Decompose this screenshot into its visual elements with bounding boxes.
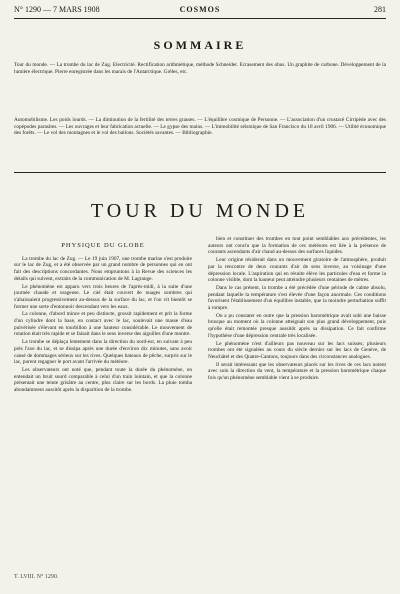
summary-block-2: Automobilisme. Les poids lourds. — La diminution de la fertilité des terres grasses. — L'équilibre cosmique de Personne. — L'association d'un crustacé Cirripède avec des copépodes parasites. — Les ouvrages et leur fabrication actuelle. — Le gypse des mains. — L'immobilité séismique de San Francisco du 18 avril 1906. — Utilité économique des forêts. — Le vol des montagnes et le vol des ballons. Sociétés savantes. — Bibliographie.: [14, 117, 386, 137]
article-paragraph: Dans le cas présent, la trombe a été précédée d'une période de calme absolu, pendant laquelle la température s'est élevée d'une façon anormale. Ces conditions favorisent l'établissement d'un équilibre instable, que la moindre perturbation suffit à rompre.: [208, 284, 386, 312]
left-column: [14, 243, 192, 565]
article-paragraph: bien et constituer des trombes en tout point semblables aux précédentes, les auteurs ont conclu que la formation de ces météores est liée à la présence de courants ascendants d'air chaud au-dessus des surfaces liquides.: [208, 236, 386, 256]
summary-block-1: Tour du monde. — La trombe du lac de Zug. Electricité. Rectification arithmétique, méthode Schneider. Ecrasement des obus. Un graphite de carbone. Développement de la lumière électrique. Pierre enregistrée dans les marais de l'Antarctique. Grêles, etc.: [14, 62, 386, 75]
article-paragraph: On a pu constater en outre que la pression barométrique avait subi une baisse brusque au moment où la colonne atteignait son plus grand développement, puis qu'elle était remontée presque aussitôt après sa dissipation. Ce fait confirme l'hypothèse d'une dépression centrale très localisée.: [208, 312, 386, 339]
sommaire-heading: SOMMAIRE: [153, 38, 247, 52]
journal-title: COSMOS: [179, 5, 221, 14]
running-head: [14, 4, 386, 16]
right-paragraphs: [208, 236, 386, 382]
footer-note: T. LVIII. N° 1290.: [14, 574, 59, 580]
subheading: PHYSIQUE DU GLOBE: [61, 243, 145, 249]
right-column: [208, 236, 386, 565]
issue-number: N° 1290 — 7 MARS 1908: [14, 5, 100, 14]
article-paragraph: Le phénomène est apparu vers trois heures de l'après-midi, à la suite d'une journée chaude et orageuse. Le ciel était couvert de nuages sombres qui s'abaissaient progressivement au-dessus de la surface du lac, et l'on vit bientôt se former une sorte d'entonnoir descendant vers les eaux.: [14, 283, 192, 310]
header-rule: [14, 18, 386, 19]
article-paragraph: La colonne, d'abord mince et peu distincte, grossit rapidement et prit la forme d'un cylindre dont la base, en contact avec le lac, soulevait une masse d'eau pulvérisée s'élevant en tourbillon à une hauteur considérable. Le mouvement de rotation était très rapide et se faisait dans le sens inverse des aiguilles d'une montre.: [14, 311, 192, 338]
article-paragraph: Leur origine résiderait dans un mouvement giratoire de l'atmosphère, produit par la rencontre de deux courants d'air de sens inverse, au voisinage d'une dépression locale. L'aspiration qui en résulte élève les particules d'eau et forme la colonne visible, dont la hauteur peut atteindre plusieurs centaines de mètres.: [208, 257, 386, 284]
summary-rule: [14, 172, 386, 173]
article-paragraph: La trombe du lac de Zug. — Le 19 juin 1907, une trombe marine s'est produite sur le lac de Zug, et a été observée par un grand nombre de personnes qui en ont fait des descriptions concordantes. Nous empruntons à la Revue des sciences les détails qui suivent, extraits de la communication de M. Lagrange.: [14, 255, 192, 282]
article-paragraph: La trombe se déplaça lentement dans la direction du nord-est, en suivant à peu près l'axe du lac, et se dissipa après une durée d'environ dix minutes, sans avoir causé de dommages sérieux sur les rives. Quelques bateaux de pêche, surpris sur le lac, purent regagner le port avant l'arrivée du météore.: [14, 339, 192, 366]
page-number: 281: [374, 5, 386, 14]
section-title: TOUR DU MONDE: [90, 200, 310, 222]
article-paragraph: Il serait intéressant que les observateurs placés sur les rives de ces lacs notent avec soin la direction du vent, la température et la pression barométrique chaque fois qu'un phénomène semblable vient à se produire.: [208, 361, 386, 382]
left-paragraphs: [14, 256, 192, 394]
article-paragraph: Les observateurs ont noté que, pendant toute la durée du phénomène, on entendait un bruit sourd comparable à celui d'un train lointain, et que la colonne présentait une teinte grisâtre au centre, plus claire sur les bords. La pluie tomba abondamment aussitôt après la disparition de la trombe.: [14, 366, 192, 394]
article-paragraph: Le phénomène n'est d'ailleurs pas nouveau sur les lacs suisses; plusieurs trombes ont été signalées au cours du siècle dernier sur les lacs de Genève, de Neuchâtel et des Quatre-Cantons, toujours dans des circonstances analogues.: [208, 340, 386, 360]
